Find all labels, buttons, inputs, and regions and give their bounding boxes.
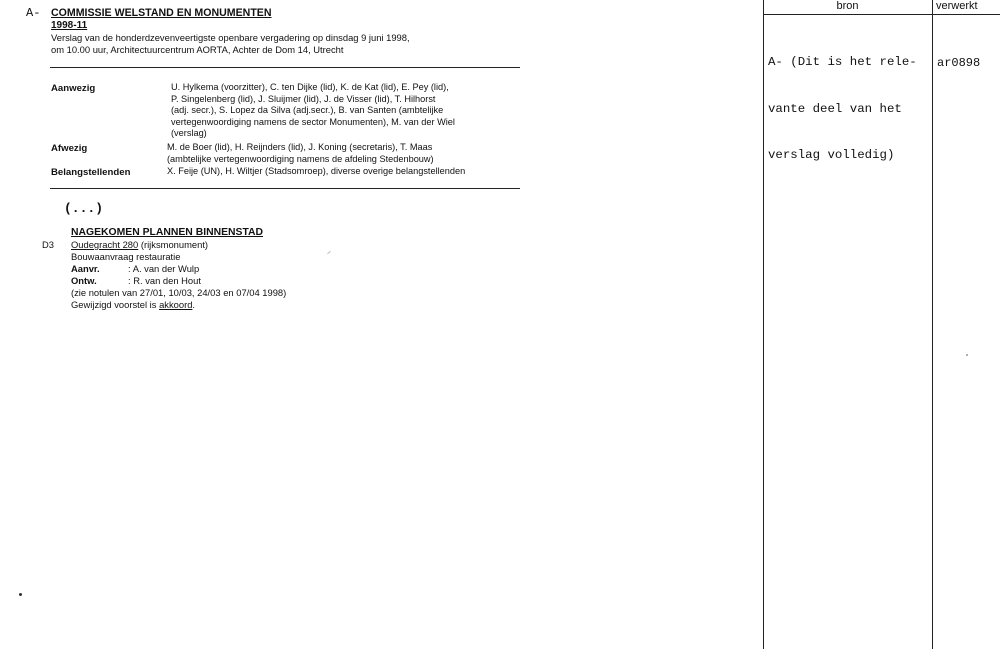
scan-speck [966,354,968,356]
scan-speck [19,593,22,596]
applicant-label: Aanvr. [71,263,100,274]
designer-value: : R. van den Hout [128,275,201,286]
document-number: 1998-11 [51,20,88,31]
item-address: Oudegracht 280 [71,239,139,250]
interested-label: Belangstellenden [51,167,131,178]
present-line: (verslag) [171,128,207,139]
result-suffix: . [192,299,196,310]
absent-line: (ambtelijke vertegenwoordiging namens de afdeling Stedenbouw) [167,153,434,164]
column-divider-right [932,0,933,649]
present-list [171,82,516,140]
absent-list [167,142,517,165]
item-address-line [71,239,208,250]
bron-note-line: A- (Dit is het rele- [768,55,917,69]
applicant-value: : A. van der Wulp [128,263,200,274]
scan-speck [327,251,331,254]
item-address-note: (rijksmonument) [140,239,209,250]
column-divider-left [763,0,764,649]
meeting-line-1: Verslag van de honderdzevenveertigste openbare vergadering op dinsdag 9 juni 1998, [51,32,410,43]
verwerkt-column-header: verwerkt [936,0,978,12]
attendance-divider [50,188,520,189]
interested-line: X. Feije (UN), H. Wiltjer (Stadsomroep), diverse overige belangstellenden [167,166,466,176]
item-code: D3 [42,239,54,250]
present-line: (adj. secr.), S. Lopez da Silva (adj.secr.), B. van Santen (ambtelijke [171,105,444,116]
result-prefix: Gewijzigd voorstel is [71,299,160,310]
absent-label: Afwezig [51,143,88,154]
present-line: P. Singelenberg (lid), J. Sluijmer (lid), J. de Visser (lid), T. Hilhorst [171,93,436,104]
section-title: NAGEKOMEN PLANNEN BINNENSTAD [71,227,264,238]
designer-label: Ontw. [71,275,97,286]
omission-marker: (...) [64,201,104,216]
bron-column-header: bron [836,0,859,12]
interested-list [167,166,522,178]
document-title: COMMISSIE WELSTAND EN MONUMENTEN [51,7,272,19]
bron-note-line: verslag volledig) [768,148,895,162]
item-result [71,299,195,310]
item-request: Bouwaanvraag restauratie [71,251,181,262]
present-line: U. Hylkema (voorzitter), C. ten Dijke (lid), K. de Kat (lid), E. Pey (lid), [171,82,449,92]
bron-note [768,24,917,179]
present-label: Aanwezig [51,83,96,94]
meeting-line-2: om 10.00 uur, Architectuurcentrum AORTA, Achter de Dom 14, Utrecht [51,44,344,55]
verwerkt-value: ar0898 [937,56,981,70]
header-divider [50,67,520,68]
absent-line: M. de Boer (lid), H. Reijnders (lid), J. Koning (secretaris), T. Maas [167,142,433,152]
result-value: akkoord [159,299,193,310]
margin-marker: A- [26,6,41,20]
column-header-rule [763,14,1000,15]
bron-note-line: vante deel van het [768,101,902,116]
notes-reference: (zie notulen van 27/01, 10/03, 24/03 en 07/04 1998) [71,287,287,298]
present-line: vertegenwoordiging namens de sector Monumenten), M. van der Wiel [171,116,455,127]
